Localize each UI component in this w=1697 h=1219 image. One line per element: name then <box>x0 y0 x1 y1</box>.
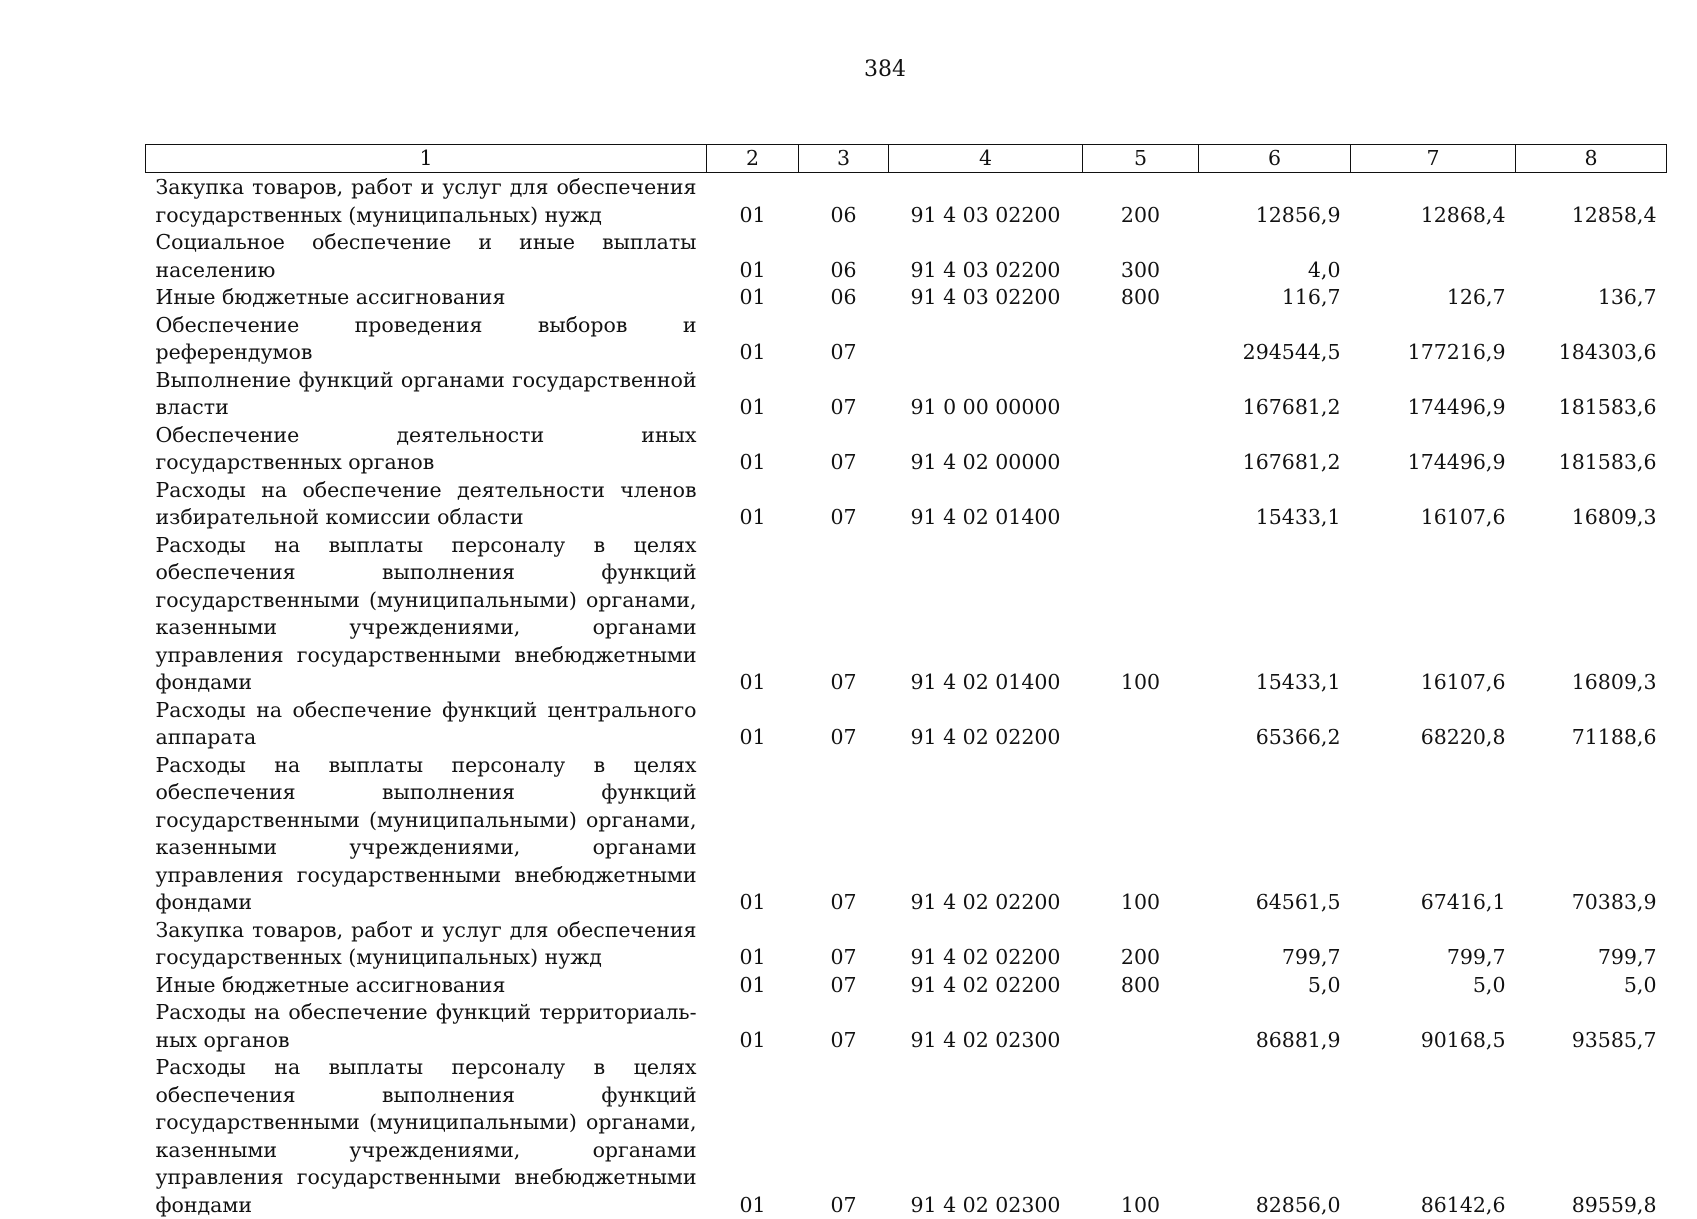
row-section-code: 01 <box>707 917 799 972</box>
row-amount-col6: 799,7 <box>1199 917 1351 972</box>
row-amount-col8: 136,7 <box>1516 284 1667 312</box>
row-amount-col7: 12868,4 <box>1351 173 1516 230</box>
row-description: Расходы на обеспечение функций центрального аппарата <box>146 697 707 752</box>
row-amount-col8: 181583,6 <box>1516 422 1667 477</box>
row-amount-col6: 82856,0 <box>1199 1054 1351 1219</box>
row-amount-col7: 5,0 <box>1351 972 1516 1000</box>
row-expense-type <box>1083 312 1199 367</box>
row-section-code: 01 <box>707 367 799 422</box>
row-expense-type: 200 <box>1083 917 1199 972</box>
row-amount-col7: 90168,5 <box>1351 999 1516 1054</box>
row-amount-col7: 174496,9 <box>1351 367 1516 422</box>
budget-table <box>145 144 1667 1219</box>
row-amount-col6: 86881,9 <box>1199 999 1351 1054</box>
row-amount-col8: 12858,4 <box>1516 173 1667 230</box>
row-description: Расходы на выплаты персоналу в целях обеспечения выполнения функций государственными (муниципальными) органами, казенными учреждениями, органами управления государственными внебюджетными фондами <box>146 1054 707 1219</box>
row-description: Социальное обеспечение и иные выплаты населению <box>146 229 707 284</box>
row-amount-col6: 167681,2 <box>1199 422 1351 477</box>
row-amount-col7 <box>1351 229 1516 284</box>
row-amount-col8: 181583,6 <box>1516 367 1667 422</box>
row-amount-col8: 93585,7 <box>1516 999 1667 1054</box>
table-row <box>146 284 1667 312</box>
column-header-4: 4 <box>889 145 1083 173</box>
row-target-article: 91 4 02 00000 <box>889 422 1083 477</box>
row-amount-col7: 86142,6 <box>1351 1054 1516 1219</box>
row-target-article: 91 4 03 02200 <box>889 284 1083 312</box>
row-target-article: 91 4 02 02300 <box>889 1054 1083 1219</box>
row-expense-type: 800 <box>1083 284 1199 312</box>
row-subsection-code: 06 <box>799 173 889 230</box>
table-header <box>146 145 1667 173</box>
row-amount-col8: 16809,3 <box>1516 477 1667 532</box>
table-row <box>146 477 1667 532</box>
row-description: Закупка товаров, работ и услуг для обеспечения государственных (муниципальных) нужд <box>146 173 707 230</box>
table-row <box>146 697 1667 752</box>
table-row <box>146 1054 1667 1219</box>
row-target-article: 91 4 03 02200 <box>889 173 1083 230</box>
row-expense-type <box>1083 697 1199 752</box>
row-amount-col6: 294544,5 <box>1199 312 1351 367</box>
row-amount-col7: 16107,6 <box>1351 477 1516 532</box>
row-amount-col6: 64561,5 <box>1199 752 1351 917</box>
row-description: Расходы на выплаты персоналу в целях обеспечения выполнения функций государственными (муниципальными) органами, казенными учреждениями, органами управления государственными внебюджетными фондами <box>146 752 707 917</box>
row-amount-col7: 177216,9 <box>1351 312 1516 367</box>
row-amount-col7: 174496,9 <box>1351 422 1516 477</box>
row-section-code: 01 <box>707 532 799 697</box>
table-row <box>146 532 1667 697</box>
row-amount-col8: 71188,6 <box>1516 697 1667 752</box>
row-amount-col8: 184303,6 <box>1516 312 1667 367</box>
row-amount-col7: 68220,8 <box>1351 697 1516 752</box>
row-subsection-code: 07 <box>799 697 889 752</box>
row-section-code: 01 <box>707 1054 799 1219</box>
column-header-1: 1 <box>146 145 707 173</box>
row-section-code: 01 <box>707 284 799 312</box>
row-amount-col6: 4,0 <box>1199 229 1351 284</box>
row-amount-col8: 16809,3 <box>1516 532 1667 697</box>
row-section-code: 01 <box>707 312 799 367</box>
row-expense-type <box>1083 477 1199 532</box>
row-subsection-code: 07 <box>799 1054 889 1219</box>
row-subsection-code: 06 <box>799 229 889 284</box>
row-amount-col8: 70383,9 <box>1516 752 1667 917</box>
row-amount-col8: 89559,8 <box>1516 1054 1667 1219</box>
row-expense-type: 100 <box>1083 1054 1199 1219</box>
row-target-article: 91 4 03 02200 <box>889 229 1083 284</box>
row-expense-type: 800 <box>1083 972 1199 1000</box>
row-section-code: 01 <box>707 999 799 1054</box>
row-amount-col7: 16107,6 <box>1351 532 1516 697</box>
row-expense-type: 100 <box>1083 532 1199 697</box>
row-amount-col8: 799,7 <box>1516 917 1667 972</box>
row-target-article: 91 4 02 02200 <box>889 752 1083 917</box>
row-expense-type: 100 <box>1083 752 1199 917</box>
row-expense-type <box>1083 422 1199 477</box>
row-target-article: 91 4 02 02200 <box>889 917 1083 972</box>
row-target-article: 91 0 00 00000 <box>889 367 1083 422</box>
row-subsection-code: 07 <box>799 972 889 1000</box>
row-amount-col8: 5,0 <box>1516 972 1667 1000</box>
row-amount-col6: 15433,1 <box>1199 532 1351 697</box>
row-section-code: 01 <box>707 972 799 1000</box>
row-target-article: 91 4 02 02200 <box>889 697 1083 752</box>
row-section-code: 01 <box>707 422 799 477</box>
row-description: Выполнение функций органами государственной власти <box>146 367 707 422</box>
row-subsection-code: 07 <box>799 477 889 532</box>
row-description: Расходы на обеспечение функций территориальных органов <box>146 999 707 1054</box>
row-subsection-code: 07 <box>799 917 889 972</box>
row-section-code: 01 <box>707 477 799 532</box>
row-target-article: 91 4 02 02300 <box>889 999 1083 1054</box>
table-row <box>146 173 1667 230</box>
table-row <box>146 972 1667 1000</box>
row-expense-type <box>1083 999 1199 1054</box>
row-target-article: 91 4 02 01400 <box>889 477 1083 532</box>
table-row <box>146 229 1667 284</box>
row-section-code: 01 <box>707 173 799 230</box>
row-amount-col6: 12856,9 <box>1199 173 1351 230</box>
table-body <box>146 173 1667 1219</box>
row-target-article <box>889 312 1083 367</box>
row-amount-col6: 5,0 <box>1199 972 1351 1000</box>
row-amount-col6: 167681,2 <box>1199 367 1351 422</box>
table-row <box>146 917 1667 972</box>
row-amount-col8 <box>1516 229 1667 284</box>
row-amount-col7: 67416,1 <box>1351 752 1516 917</box>
row-subsection-code: 07 <box>799 752 889 917</box>
row-amount-col7: 799,7 <box>1351 917 1516 972</box>
table-row <box>146 312 1667 367</box>
row-amount-col6: 15433,1 <box>1199 477 1351 532</box>
row-expense-type: 300 <box>1083 229 1199 284</box>
row-description: Закупка товаров, работ и услуг для обеспечения государственных (муниципальных) нужд <box>146 917 707 972</box>
column-header-7: 7 <box>1351 145 1516 173</box>
column-header-6: 6 <box>1199 145 1351 173</box>
row-description: Иные бюджетные ассигнования <box>146 972 707 1000</box>
row-amount-col7: 126,7 <box>1351 284 1516 312</box>
table-row <box>146 422 1667 477</box>
row-description: Иные бюджетные ассигнования <box>146 284 707 312</box>
column-header-8: 8 <box>1516 145 1667 173</box>
table-row <box>146 999 1667 1054</box>
column-header-2: 2 <box>707 145 799 173</box>
row-description: Расходы на обеспечение деятельности членов избирательной комиссии области <box>146 477 707 532</box>
row-expense-type: 200 <box>1083 173 1199 230</box>
row-amount-col6: 116,7 <box>1199 284 1351 312</box>
row-section-code: 01 <box>707 697 799 752</box>
table-row <box>146 367 1667 422</box>
row-amount-col6: 65366,2 <box>1199 697 1351 752</box>
row-subsection-code: 07 <box>799 532 889 697</box>
row-description: Расходы на выплаты персоналу в целях обеспечения выполнения функций государственными (муниципальными) органами, казенными учреждениями, органами управления государственными внебюджетными фондами <box>146 532 707 697</box>
row-subsection-code: 07 <box>799 999 889 1054</box>
row-target-article: 91 4 02 02200 <box>889 972 1083 1000</box>
column-header-5: 5 <box>1083 145 1199 173</box>
row-section-code: 01 <box>707 229 799 284</box>
table-row <box>146 752 1667 917</box>
column-header-3: 3 <box>799 145 889 173</box>
row-description: Обеспечение деятельности иных государственных органов <box>146 422 707 477</box>
page-number: 384 <box>0 56 1697 84</box>
row-subsection-code: 07 <box>799 422 889 477</box>
row-description: Обеспечение проведения выборов и референдумов <box>146 312 707 367</box>
row-subsection-code: 06 <box>799 284 889 312</box>
row-target-article: 91 4 02 01400 <box>889 532 1083 697</box>
row-subsection-code: 07 <box>799 312 889 367</box>
row-section-code: 01 <box>707 752 799 917</box>
row-expense-type <box>1083 367 1199 422</box>
row-subsection-code: 07 <box>799 367 889 422</box>
